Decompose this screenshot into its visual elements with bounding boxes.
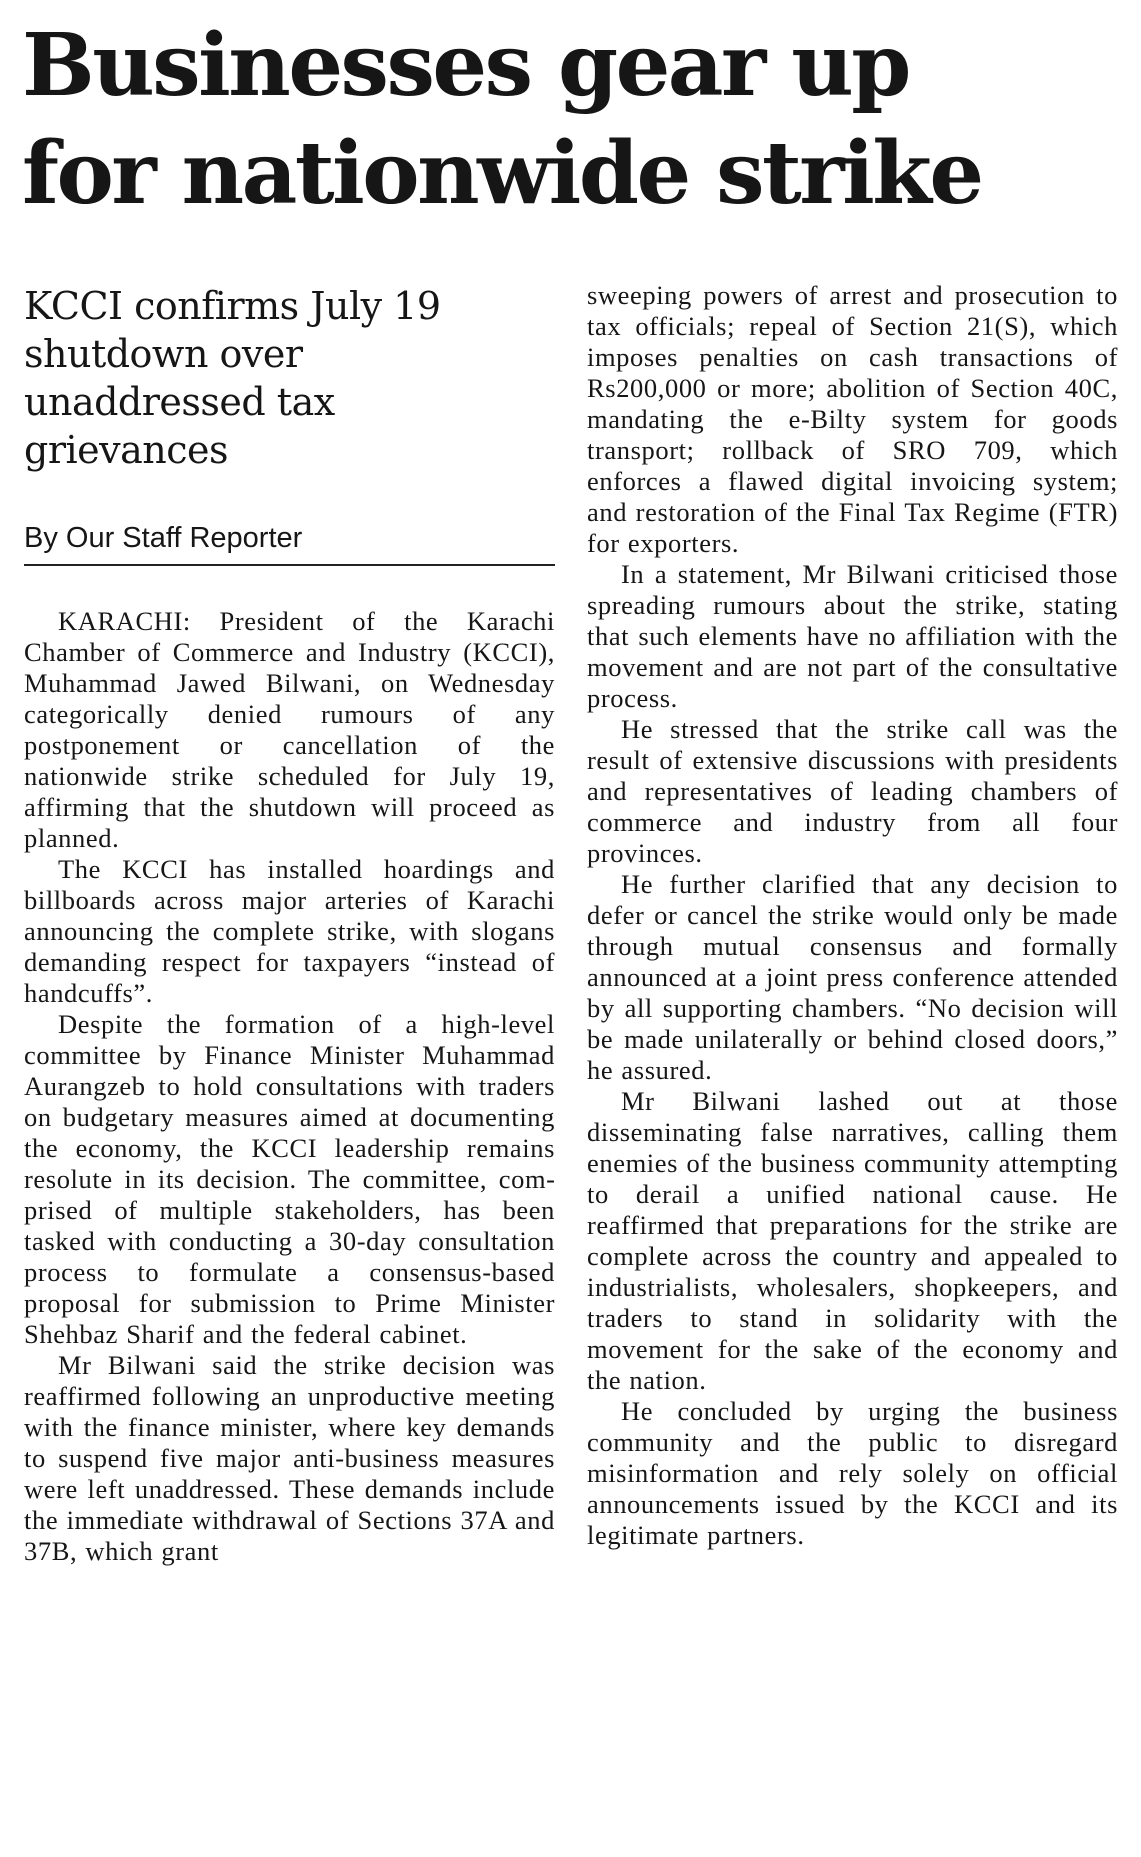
subhead-line-3: unaddressed tax bbox=[24, 380, 335, 424]
article-body-right bbox=[587, 280, 1118, 1551]
paragraph: He concluded by urging the business community and the public to disregard misinformation and rely solely on official announcements issued by the KCCI and its legitimate partners. bbox=[587, 1396, 1118, 1550]
headline-line-1: Businesses gear up bbox=[22, 15, 909, 116]
paragraph: He stressed that the strike call was the result of extensive discussions with presidents and representatives of leading chambers of commerce and industry from all four provinces. bbox=[587, 714, 1118, 868]
subheadline bbox=[24, 282, 555, 474]
paragraph: The KCCI has installed hoardings and billboards across major arteries of Karachi announcing the complete strike, with slogans demanding respect for taxpayers “instead of handcuffs”. bbox=[24, 854, 555, 1008]
right-column bbox=[587, 280, 1118, 1551]
paragraph: Mr Bilwani lashed out at those disseminating false narratives, calling them enemies of the business community attempting to derail a unified national cause. He reaffirmed that preparations for the strike are complete across the country and appealed to industrialists, wholesalers, shopkeepers, and traders to stand in solidarity with the movement for the sake of the economy and the nation. bbox=[587, 1086, 1118, 1395]
paragraph: He further clarified that any decision to defer or cancel the strike would only be made through mutual consensus and formally announced at a joint press conference attended by all supporting chambers. “No decision will be made unilaterally or behind closed doors,” he assured. bbox=[587, 869, 1118, 1085]
left-column bbox=[24, 282, 555, 1567]
article-body-left bbox=[24, 606, 555, 1567]
headline bbox=[22, 12, 1122, 228]
paragraph: Despite the formation of a high-level committee by Finance Minister Muhammad Aurangzeb to hold consultations with traders on budgetary measures aimed at documenting the economy, the KCCI leadership remains resolute in its decision. The committee, comprised of multiple stakeholders, has been tasked with conducting a 30-day consultation process to formulate a consensus-based proposal for submission to Prime Minister Shehbaz Sharif and the federal cabinet. bbox=[24, 1009, 555, 1349]
subhead-line-2: shutdown over bbox=[24, 332, 303, 376]
headline-line-2: for nationwide strike bbox=[22, 123, 982, 224]
paragraph-continued: sweeping powers of arrest and prosecution to tax officials; repeal of Section 21(S), which imposes penalties on cash transactions of Rs200,000 or more; abolition of Section 40C, mandating the e-Bilty system for goods transport; rollback of SRO 709, which enforces a flawed digital invoicing system; and restoration of the Final Tax Regime (FTR) for exporters. bbox=[587, 280, 1118, 558]
subhead-line-4: grievances bbox=[24, 428, 228, 472]
byline: By Our Staff Reporter bbox=[24, 520, 555, 566]
paragraph-dateline: KARACHI: President of the Karachi Chamber of Commerce and Industry (KCCI), Muhammad Jawed Bilwani, on Wednesday categorically denied rumours of any postponement or cancellation of the nationwide strike scheduled for July 19, affirming that the shutdown will proceed as planned. bbox=[24, 606, 555, 853]
paragraph: Mr Bilwani said the strike decision was reaffirmed following an unproductive meeting with the finance minister, where key demands to suspend five major anti-business measures were left unaddressed. These demands include the immediate withdrawal of Sections 37A and 37B, which grant bbox=[24, 1350, 555, 1566]
paragraph: In a statement, Mr Bilwani criticised those spreading rumours about the strike, stating that such elements have no affiliation with the movement and are not part of the consultative process. bbox=[587, 559, 1118, 713]
subhead-line-1: KCCI confirms July 19 bbox=[24, 284, 441, 328]
